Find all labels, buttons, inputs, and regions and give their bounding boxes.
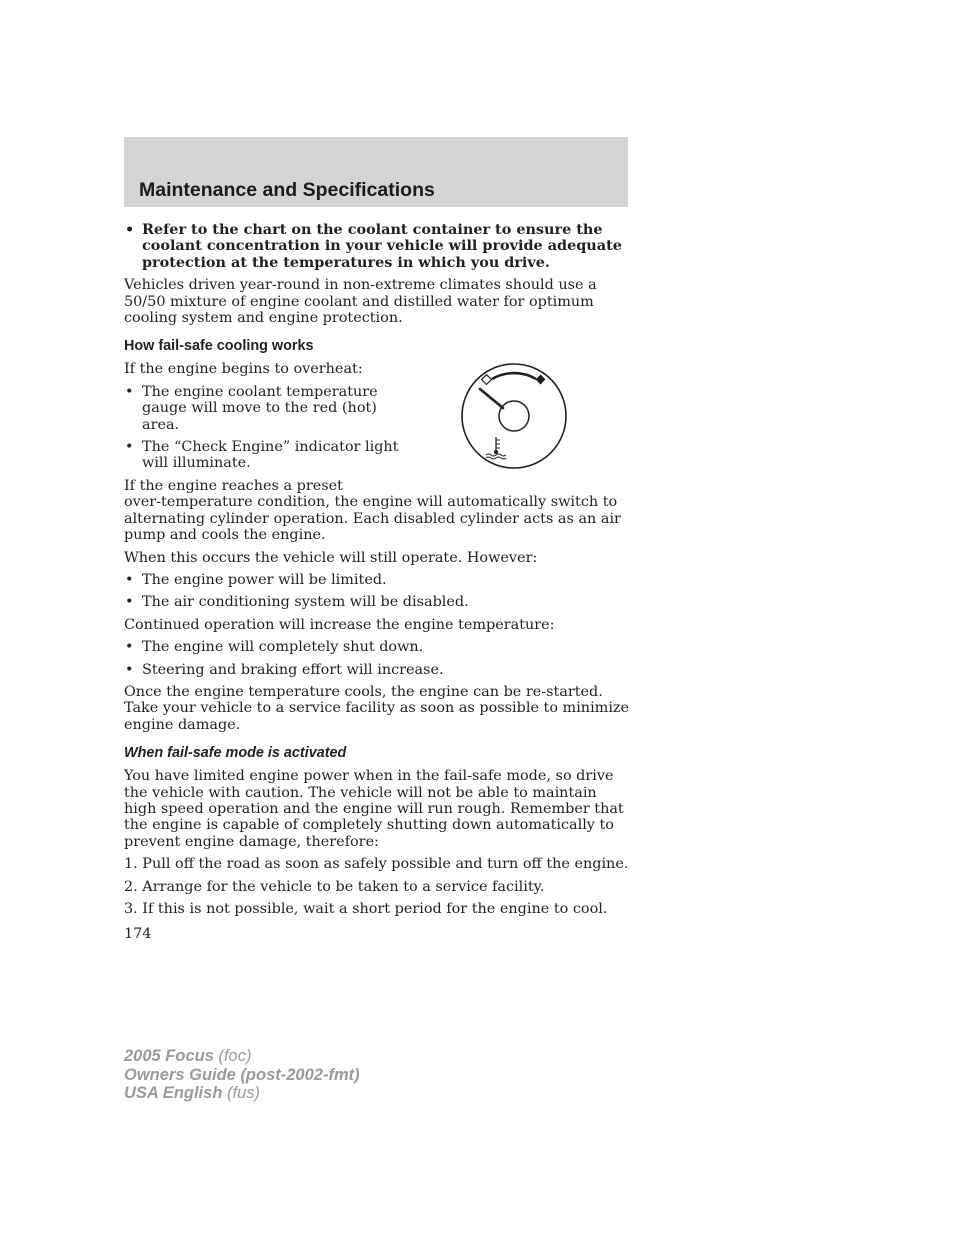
paragraph-rest: over-temperature condition, the engine will automatically switch to alternating cylinder operation. Each disabled cylinder acts as an air pump and cools the engine. — [124, 494, 621, 544]
still-operate-paragraph: When this occurs the vehicle will still operate. However: — [124, 549, 538, 566]
intro-bullet — [124, 222, 630, 271]
step-2: 2. Arrange for the vehicle to be taken to a service facility. — [124, 878, 545, 895]
section-header-band — [124, 137, 628, 207]
bullet-dot: • — [125, 221, 135, 238]
page-content — [124, 222, 630, 923]
page-number: 174 — [124, 926, 152, 942]
document-footer — [124, 1047, 360, 1103]
footer-model-code: (foc) — [213, 1047, 252, 1065]
footer-line-guide — [124, 1066, 360, 1085]
step-3: 3. If this is not possible, wait a short period for the engine to cool. — [124, 901, 608, 917]
continued-operation-paragraph: Continued operation will increase the engine temperature: — [124, 616, 555, 633]
footer-language: USA English — [124, 1084, 223, 1102]
list-item-text: The “Check Engine” indicator light will illuminate. — [142, 439, 399, 472]
restart-paragraph: Once the engine temperature cools, the engine can be re-started. Take your vehicle to a service facility as soon as possible to minimize engine damage. — [124, 683, 630, 733]
bullet-dot: • — [125, 639, 134, 656]
list-item — [124, 639, 630, 655]
bullet-dot: • — [125, 439, 134, 456]
list-item-text: The air conditioning system will be disabled. — [142, 594, 469, 611]
bullet-dot: • — [125, 571, 134, 588]
list-item — [124, 572, 630, 588]
footer-model: 2005 Focus — [124, 1047, 214, 1065]
section-heading-fail-safe-mode: When fail-safe mode is activated — [124, 745, 347, 762]
footer-language-code: (fus) — [222, 1084, 260, 1102]
overheat-intro: If the engine begins to overheat: — [124, 361, 363, 378]
step-1: 1. Pull off the road as soon as safely possible and turn off the engine. — [124, 856, 629, 873]
list-item — [124, 662, 630, 678]
footer-line-language — [124, 1084, 360, 1103]
section-title: Maintenance and Specifications — [139, 179, 435, 201]
over-temperature-paragraph — [124, 478, 630, 544]
list-item-text: Steering and braking effort will increase. — [142, 661, 444, 678]
list-item-text: The engine power will be limited. — [142, 571, 387, 588]
list-item — [124, 439, 402, 472]
intro-paragraph: Vehicles driven year-round in non-extreme climates should use a 50/50 mixture of engine coolant and distilled water for optimum cooling system and engine protection. — [124, 277, 597, 327]
section-heading-fail-safe-cooling: How fail-safe cooling works — [124, 338, 314, 355]
paragraph-line: If the engine reaches a preset — [124, 477, 343, 494]
coolant-temperature-gauge-icon — [459, 363, 569, 471]
footer-line-model — [124, 1047, 360, 1066]
list-item — [124, 594, 630, 610]
bullet-dot: • — [125, 661, 134, 678]
list-item-text: The engine will completely shut down. — [142, 639, 424, 656]
list-item — [124, 384, 402, 433]
bullet-dot: • — [125, 383, 134, 400]
footer-guide: Owners Guide (post-2002-fmt) — [124, 1065, 360, 1084]
intro-bullet-text: Refer to the chart on the coolant container to ensure the coolant concentration in your vehicle will provide adequate protection at the temperatures in which you drive. — [142, 221, 622, 271]
list-item-text: The engine coolant temperature gauge will move to the red (hot) area. — [142, 383, 378, 433]
fail-safe-paragraph: You have limited engine power when in the fail-safe mode, so drive the vehicle with caution. The vehicle will not be able to maintain high speed operation and the engine will run rough. Remember that the engine is capable of completely shutting down automatically to prevent engine damage, therefore: — [124, 768, 624, 850]
bullet-dot: • — [125, 594, 134, 611]
